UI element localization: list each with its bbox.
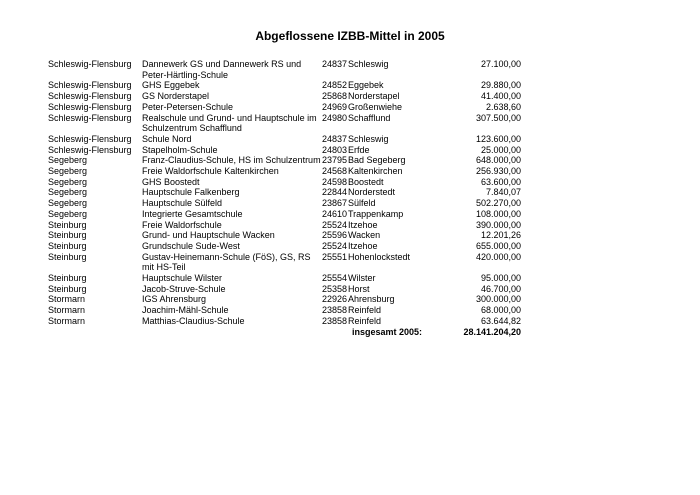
- city-cell: Horst: [348, 283, 370, 294]
- district-cell: Segeberg: [48, 155, 88, 166]
- district-cell: Segeberg: [48, 208, 88, 219]
- table-row: [48, 273, 521, 284]
- table-row: [48, 166, 521, 177]
- table-row: [48, 59, 521, 80]
- total-label: insgesamt 2005:: [351, 326, 422, 337]
- school-cell: IGS Ahrensburg: [142, 294, 207, 305]
- amount-cell: 63.600,00: [480, 176, 521, 187]
- school-cell: Freie Waldorfschule: [142, 219, 222, 230]
- district-cell: Schleswig-Flensburg: [48, 91, 132, 102]
- postal-code-cell: 24852: [322, 80, 348, 91]
- district-cell: Steinburg: [48, 219, 87, 230]
- city-cell: Eggebek: [348, 80, 384, 91]
- empty-cell: [322, 327, 348, 338]
- school-cell: Hauptschule Falkenberg: [142, 187, 240, 198]
- city-cell: Erfde: [348, 144, 370, 155]
- table-row: [48, 145, 521, 156]
- table-row: [48, 102, 521, 113]
- city-cell: Schleswig: [348, 59, 389, 69]
- city-cell: Trappenkamp: [348, 208, 404, 219]
- amount-cell: 300.000,00: [475, 294, 521, 305]
- school-cell: Hauptschule Wilster: [142, 273, 223, 284]
- city-cell: Reinfeld: [348, 315, 382, 326]
- postal-code-cell: 24837: [322, 59, 348, 69]
- city-cell: Ahrensburg: [348, 294, 395, 305]
- total-amount: 28.141.204,20: [463, 326, 521, 337]
- amount-cell: 390.000,00: [475, 219, 521, 230]
- city-cell: Hohenlockstedt: [348, 251, 411, 262]
- postal-code-cell: 24610: [322, 208, 348, 219]
- amount-cell: 108.000,00: [475, 208, 521, 219]
- postal-code-cell: 24568: [322, 166, 348, 177]
- district-cell: Steinburg: [48, 230, 87, 241]
- table-row: [48, 241, 521, 252]
- amount-cell: 68.000,00: [480, 305, 521, 316]
- amount-cell: 502.270,00: [475, 198, 521, 209]
- amount-cell: 27.100,00: [480, 59, 521, 69]
- city-cell: Norderstapel: [348, 91, 400, 102]
- district-cell: Segeberg: [48, 198, 88, 209]
- district-cell: Schleswig-Flensburg: [48, 101, 132, 112]
- district-cell: Schleswig-Flensburg: [48, 133, 132, 144]
- school-cell: Stapelholm-Schule: [142, 144, 218, 155]
- table-row: [48, 155, 521, 166]
- district-cell: Stormarn: [48, 294, 86, 305]
- funding-table-body: [48, 59, 521, 337]
- postal-code-cell: 24803: [322, 144, 348, 155]
- city-cell: Sülfeld: [348, 198, 376, 209]
- school-cell: Matthias-Claudius-Schule: [142, 315, 245, 326]
- postal-code-cell: 22844: [322, 187, 348, 198]
- district-cell: Schleswig-Flensburg: [48, 144, 132, 155]
- city-cell: Itzehoe: [348, 240, 378, 251]
- postal-code-cell: 23858: [322, 315, 348, 326]
- amount-cell: 256.930,00: [475, 166, 521, 177]
- city-cell: Reinfeld: [348, 305, 382, 316]
- postal-code-cell: 22926: [322, 294, 348, 305]
- school-cell: Gustav-Heinemann-Schule (FöS), GS, RS mit HS-Teil: [142, 251, 311, 273]
- postal-code-cell: 25358: [322, 283, 348, 294]
- city-cell: Wilster: [348, 273, 376, 284]
- postal-code-cell: 25868: [322, 91, 348, 102]
- school-cell: Joachim-Mähl-Schule: [142, 305, 229, 316]
- table-row: [48, 198, 521, 209]
- district-cell: Schleswig-Flensburg: [48, 80, 132, 91]
- amount-cell: 2.638,60: [485, 101, 521, 112]
- school-cell: Integrierte Gesamtschule: [142, 208, 243, 219]
- postal-code-cell: 23858: [322, 305, 348, 316]
- table-row: [48, 113, 521, 134]
- amount-cell: 655.000,00: [475, 240, 521, 251]
- postal-code-cell: 24969: [322, 101, 348, 112]
- district-cell: Stormarn: [48, 305, 86, 316]
- table-row: [48, 294, 521, 305]
- school-cell: Grund- und Hauptschule Wacken: [142, 230, 275, 241]
- school-cell: Peter-Petersen-Schule: [142, 101, 234, 112]
- district-cell: Segeberg: [48, 176, 88, 187]
- school-cell: Dannewerk GS und Dannewerk RS und Peter-Härtling-Schule: [142, 59, 302, 80]
- table-row: [48, 252, 521, 273]
- district-cell: Steinburg: [48, 240, 87, 251]
- postal-code-cell: 24980: [322, 112, 348, 123]
- empty-cell: [142, 327, 322, 338]
- table-row: [48, 316, 521, 327]
- postal-code-cell: 25524: [322, 219, 348, 230]
- funding-table: [48, 59, 521, 337]
- table-row: [48, 305, 521, 316]
- amount-cell: 12.201,26: [480, 230, 521, 241]
- table-row: [48, 220, 521, 231]
- postal-code-cell: 25596: [322, 230, 348, 241]
- amount-cell: 46.700,00: [480, 283, 521, 294]
- district-cell: Schleswig-Flensburg: [48, 59, 132, 69]
- postal-code-cell: 25524: [322, 240, 348, 251]
- district-cell: Steinburg: [48, 283, 87, 294]
- table-row: [48, 91, 521, 102]
- amount-cell: 25.000,00: [480, 144, 521, 155]
- district-cell: Schleswig-Flensburg: [48, 112, 132, 123]
- amount-cell: 648.000,00: [475, 155, 521, 166]
- school-cell: GHS Boostedt: [142, 176, 200, 187]
- total-row: [48, 327, 521, 338]
- school-cell: Jacob-Struve-Schule: [142, 283, 226, 294]
- city-cell: Schleswig: [348, 133, 389, 144]
- district-cell: Stormarn: [48, 315, 86, 326]
- school-cell: Grundschule Sude-West: [142, 240, 240, 251]
- city-cell: Boostedt: [348, 176, 384, 187]
- city-cell: Wacken: [348, 230, 381, 241]
- postal-code-cell: 24837: [322, 133, 348, 144]
- postal-code-cell: 25551: [322, 251, 348, 262]
- city-cell: Norderstedt: [348, 187, 396, 198]
- amount-cell: 307.500,00: [475, 112, 521, 123]
- city-cell: Schafflund: [348, 112, 391, 123]
- empty-cell: [48, 327, 142, 338]
- school-cell: Hauptschule Sülfeld: [142, 198, 223, 209]
- amount-cell: 95.000,00: [480, 273, 521, 284]
- district-cell: Segeberg: [48, 166, 88, 177]
- table-row: [48, 134, 521, 145]
- table-row: [48, 284, 521, 295]
- city-cell: Bad Segeberg: [348, 155, 406, 166]
- table-row: [48, 177, 521, 188]
- district-cell: Steinburg: [48, 273, 87, 284]
- district-cell: Segeberg: [48, 187, 88, 198]
- postal-code-cell: 25554: [322, 273, 348, 284]
- postal-code-cell: 24598: [322, 176, 348, 187]
- school-cell: Freie Waldorfschule Kaltenkirchen: [142, 166, 279, 177]
- amount-cell: 123.600,00: [475, 133, 521, 144]
- page-title: Abgeflossene IZBB-Mittel in 2005: [255, 29, 445, 43]
- postal-code-cell: 23795: [322, 155, 348, 166]
- city-cell: Kaltenkirchen: [348, 166, 403, 177]
- district-cell: Steinburg: [48, 251, 87, 262]
- table-row: [48, 209, 521, 220]
- table-row: [48, 230, 521, 241]
- amount-cell: 7.840,07: [485, 187, 521, 198]
- amount-cell: 41.400,00: [480, 91, 521, 102]
- school-cell: Franz-Claudius-Schule, HS im Schulzentrum: [142, 155, 321, 166]
- amount-cell: 63.644,82: [480, 315, 521, 326]
- school-cell: GHS Eggebek: [142, 80, 200, 91]
- school-cell: Realschule und Grund- und Hauptschule im Schulzentrum Schafflund: [142, 112, 317, 134]
- postal-code-cell: 23867: [322, 198, 348, 209]
- table-row: [48, 80, 521, 91]
- school-cell: GS Norderstapel: [142, 91, 210, 102]
- table-row: [48, 187, 521, 198]
- amount-cell: 420.000,00: [475, 251, 521, 262]
- amount-cell: 29.880,00: [480, 80, 521, 91]
- city-cell: Großenwiehe: [348, 101, 403, 112]
- school-cell: Schule Nord: [142, 133, 192, 144]
- city-cell: Itzehoe: [348, 219, 378, 230]
